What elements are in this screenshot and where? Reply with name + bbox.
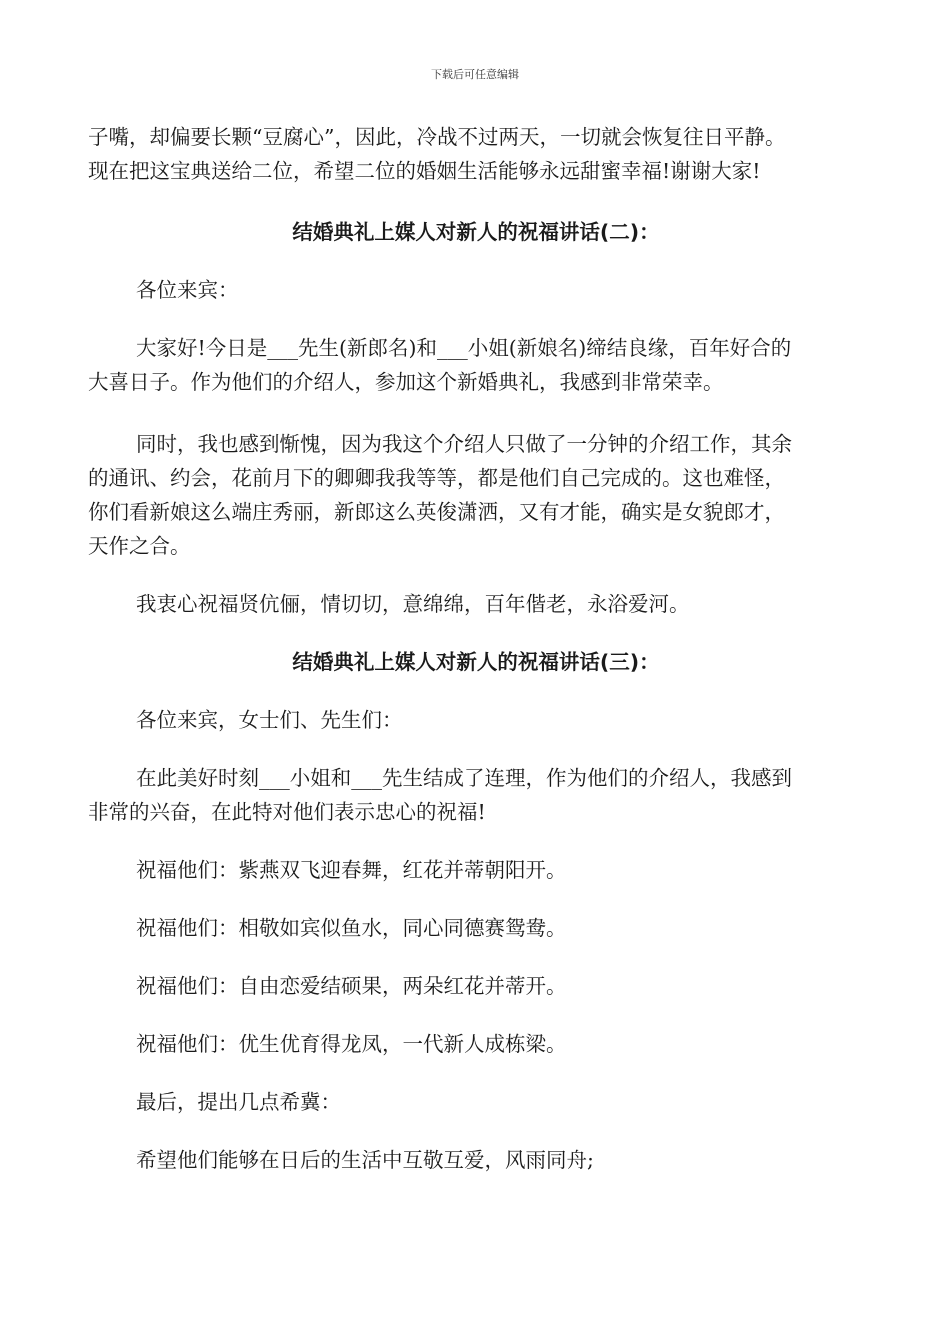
paragraph-line: 天作之合。 [88, 534, 191, 558]
paragraph [88, 427, 864, 563]
greeting: 各位来宾： [136, 278, 239, 302]
document-body [88, 120, 864, 1177]
greeting: 各位来宾，女士们、先生们： [136, 708, 403, 732]
paragraph-line: 同时，我也感到惭愧，因为我这个介绍人只做了一分钟的介绍工作，其余 [136, 432, 792, 456]
paragraph-line: 的通讯、约会，花前月下的卿卿我我等等，都是他们自己完成的。这也难怪， [88, 466, 785, 490]
paragraph-line: 在此美好时刻___小姐和___先生结成了连理，作为他们的介绍人，我感到 [136, 766, 792, 790]
blessing-line: 祝福他们：紫燕双飞迎春舞，红花并蒂朝阳开。 [136, 858, 567, 882]
header-note: 下载后可任意编辑 [431, 68, 519, 81]
paragraph: 希望他们能够在日后的生活中互敬互爱，风雨同舟; [136, 1148, 594, 1172]
paragraph-line: 你们看新娘这么端庄秀丽，新郎这么英俊潇洒，又有才能，确实是女貌郎才， [88, 500, 785, 524]
paragraph: 我衷心祝福贤伉俪，情切切，意绵绵，百年偕老，永浴爱河。 [136, 592, 690, 616]
paragraph-line: 大家好!今日是___先生(新郎名)和___小姐(新娘名)缔结良缘，百年好合的 [136, 336, 792, 360]
paragraph-line: 子嘴，却偏要长颗“豆腐心”，因此，冷战不过两天，一切就会恢复往日平静。 [88, 125, 786, 149]
blessing-line: 祝福他们：相敬如宾似鱼水，同心同德赛鸳鸯。 [136, 916, 567, 940]
paragraph-line: 大喜日子。作为他们的介绍人，参加这个新婚典礼，我感到非常荣幸。 [88, 370, 724, 394]
paragraph-continuation [88, 120, 864, 188]
paragraph [88, 331, 864, 399]
paragraph [88, 761, 864, 829]
section-title: 结婚典礼上媒人对新人的祝福讲话(二)： [292, 220, 660, 244]
paragraph: 最后，提出几点希冀： [136, 1090, 341, 1114]
blessing-line: 祝福他们：优生优育得龙凤，一代新人成栋梁。 [136, 1032, 567, 1056]
section-title: 结婚典礼上媒人对新人的祝福讲话(三)： [292, 650, 660, 674]
paragraph-line: 非常的兴奋，在此特对他们表示忠心的祝福! [88, 800, 486, 824]
paragraph-line: 现在把这宝典送给二位，希望二位的婚姻生活能够永远甜蜜幸福!谢谢大家! [88, 159, 761, 183]
blessing-line: 祝福他们：自由恋爱结硕果，两朵红花并蒂开。 [136, 974, 567, 998]
